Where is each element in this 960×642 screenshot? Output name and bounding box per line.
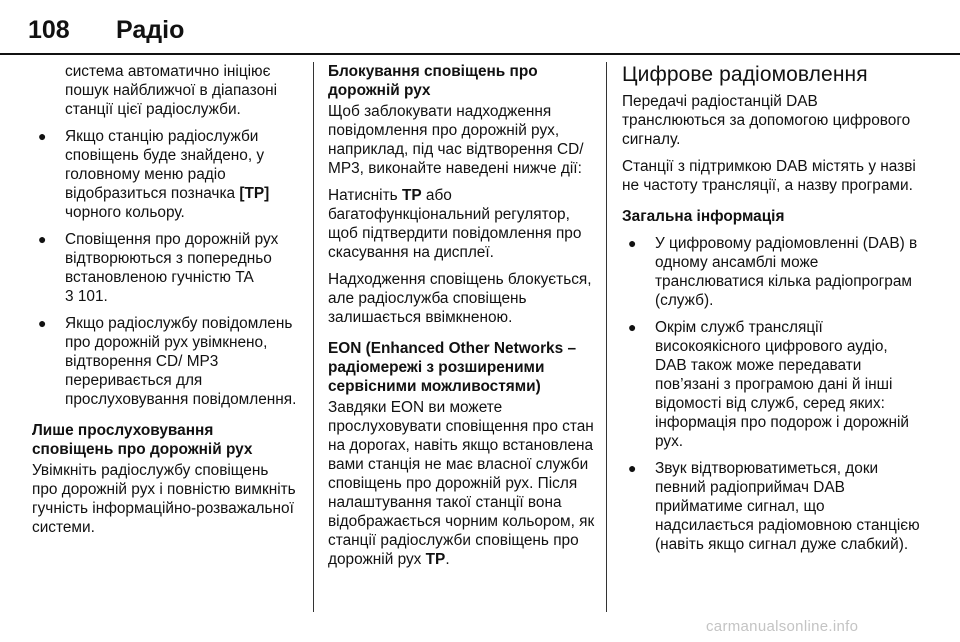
bullet-icon: ● [628,460,637,476]
intro-text: система автоматично ініціює пошук найближчої в діапазоні станції цієї радіослужби. [65,63,278,118]
subheading: Лише прослуховування сповіщень про дорожній рух [32,422,253,458]
bullet-list-2 [622,234,922,554]
paragraph: Щоб заблокувати надходження повідомлення про дорожній рух, наприклад, під час відтворення CD/ MP3, виконайте наведені нижче дії: [328,103,584,177]
section-title: Радіо [116,16,185,44]
bullet-icon: ● [38,128,47,144]
column-divider-1 [313,62,314,612]
list-item: ● Якщо станцію радіослужби сповіщень буде знайдено, у головному меню радіо відобразиться позначка [TP] чорного кольору. [38,128,270,221]
list-item: ● У цифровому радіомовленні (DAB) в одному ансамблі може транслюватися кілька радіопрограм (служб). [628,235,918,309]
column-2 [328,62,596,577]
column-3 [622,62,922,562]
paragraph: Станції з підтримкою DAB містять у назві не частоту трансляції, а назву програми. [622,158,916,194]
watermark: carmanualsonline.info [706,618,859,635]
list-item: ● Якщо радіослужбу повідомлень про дорожній рух увімкнено, відтворення CD/ MP3 переривається для прослуховування повідомлення. [38,315,297,408]
header-rule [0,53,960,55]
paragraph: Надходження сповіщень блокується, але радіослужба сповіщень залишається ввімкненою. [328,271,592,326]
subheading: Блокування сповіщень про дорожній рух [328,63,538,99]
bullet-icon: ● [38,315,47,331]
list-item: ● Сповіщення про дорожній рух відтворюються з попередньо встановленою гучністю TA 3 101. [32,230,297,306]
bullet-icon: ● [628,319,637,335]
paragraph: Натисніть TP або багатофункціональний регулятор, щоб підтвердити повідомлення про скасування на дисплеї. [328,187,582,261]
paragraph: Завдяки EON ви можете прослуховувати сповіщення про стан на дорогах, навіть якщо встановлена вами станція не має власної служби сповіщень про дорожній рух. Після налаштування такої станції вона відображається чорним кольором, як станції радіослужби сповіщень про дорожній рух TP. [328,399,595,568]
page-number: 108 [28,16,70,44]
bullet-list-1 [32,127,297,409]
column-1 [32,62,297,545]
subheading: EON (Enhanced Other Networks – радіомережі з розширеними сервісними можливостями) [328,340,577,395]
bullet-icon: ● [628,235,637,251]
bullet-icon: ● [38,231,47,247]
list-item: ● Звук відтворюватиметься, доки певний радіоприймач DAB прийматиме сигнал, що надсилається радіомовною станцією (навіть якщо сигнал дуже слабкий). [628,460,920,553]
column-divider-2 [606,62,607,612]
paragraph: Увімкніть радіослужбу сповіщень про дорожній рух і повністю вимкніть гучність інформаційно-розважальної системи. [32,462,296,536]
section-heading: Цифрове радіомовлення [622,63,868,86]
list-item: ● Окрім служб трансляції високоякісного цифрового аудіо, DAB також може передавати пов’язані з програмою дані й інші відомості від служб, серед яких: інформація про подорож і дорожній рух. [628,319,910,450]
page-reference-link[interactable]: 3 101. [65,288,108,305]
page-header [0,0,960,58]
subheading: Загальна інформація [622,208,785,225]
paragraph: Передачі радіостанцій DAB транслюються за допомогою цифрового сигналу. [622,93,911,148]
